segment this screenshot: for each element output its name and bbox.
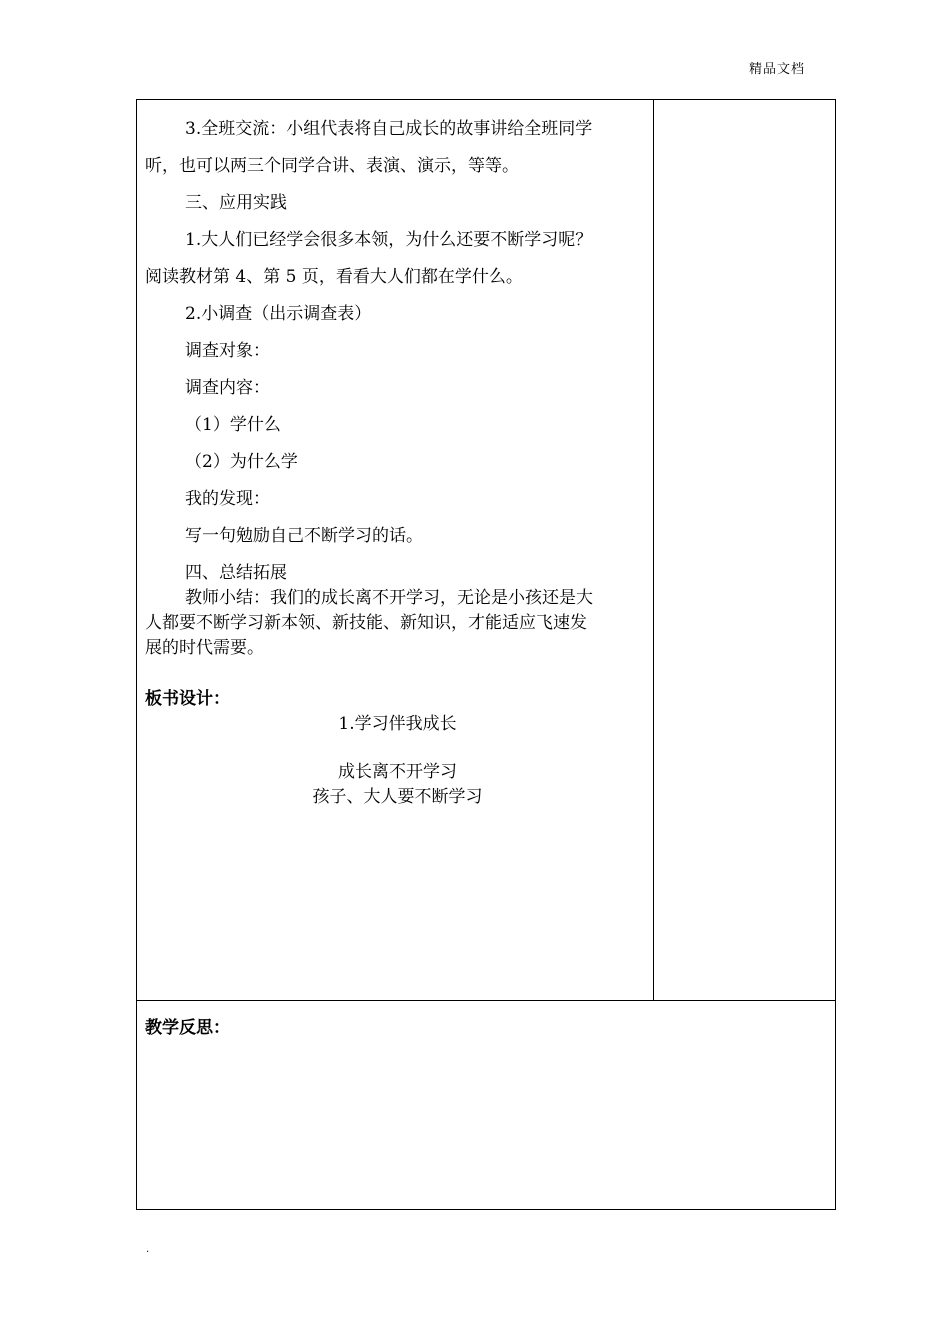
content-line: 展的时代需要。 [145,638,264,658]
content-line: （1）学什么 [185,415,281,435]
content-line: （2）为什么学 [185,452,298,472]
board-design-line: 成长离不开学习 [338,762,457,782]
header-watermark-text: 精品文档 [749,62,806,77]
content-line: 3.全班交流：小组代表将自己成长的故事讲给全班同学 [185,119,593,139]
content-line: 写一句勉励自己不断学习的话。 [185,526,423,546]
section-heading: 三、应用实践 [185,193,287,213]
reflection-label: 教学反思： [145,1018,230,1038]
content-line: 阅读教材第 4、第 5 页，看看大人们都在学什么。 [145,267,523,287]
notes-column-divider [653,100,654,1000]
content-line: 人都要不断学习新本领、新技能、新知识，才能适应飞速发 [145,613,587,633]
board-design-line: 孩子、大人要不断学习 [312,787,483,807]
lesson-plan-table [136,99,836,1210]
content-line: 调查对象： [185,341,270,361]
content-line: 听，也可以两三个同学合讲、表演、演示，等等。 [145,156,519,176]
section-heading: 四、总结拓展 [185,563,287,583]
content-line: 我的发现： [185,489,270,509]
content-line: 2.小调查（出示调查表） [185,304,372,324]
board-design-label: 板书设计： [145,689,230,709]
reflection-row-divider [137,1000,835,1001]
board-design-title: 1.学习伴我成长 [338,714,457,734]
content-line: 调查内容： [185,378,270,398]
content-line: 1.大人们已经学会很多本领，为什么还要不断学习呢？ [185,230,593,250]
content-line: 教师小结：我们的成长离不开学习，无论是小孩还是大 [185,588,593,608]
footer-dot: . [146,1244,150,1255]
